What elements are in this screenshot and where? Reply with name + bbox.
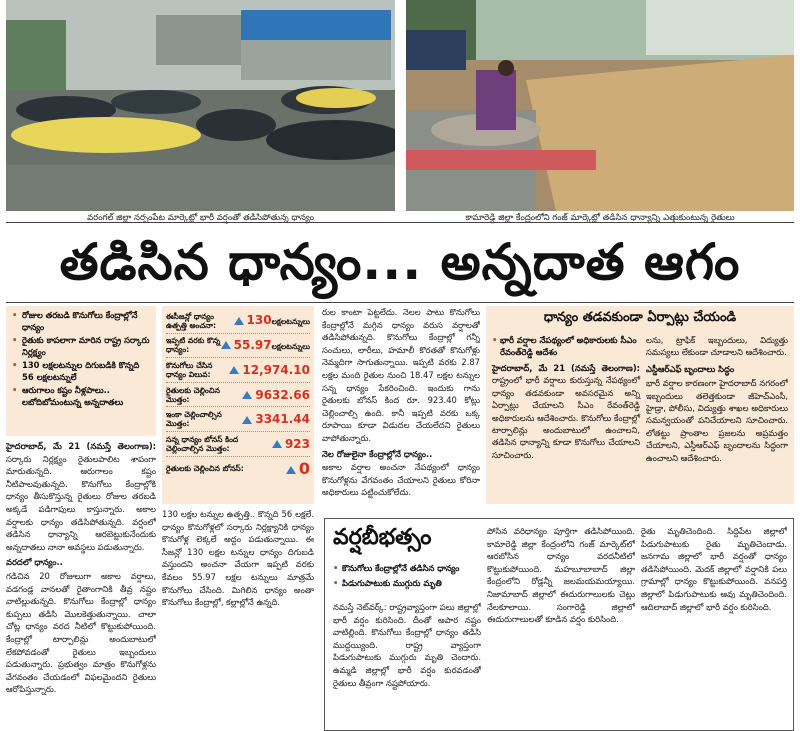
- dateline: హైదరాబాద్, మే 21 (నమస్తే తెలంగాణ):: [6, 441, 156, 451]
- paragraph: అకాల వర్షాల అంచనా నేపథ్యంలో ధాన్యం కొనుగోళ్లను వేగవంతం చేయాలని రైతులు కోరినా అధికారులు పట్టించుకోలేదు.: [322, 462, 480, 498]
- stat-unit: లక్షలటన్నులు: [271, 341, 310, 351]
- photo-wet-grain-market-image: [6, 0, 395, 211]
- stat-value-wrap: [242, 412, 310, 426]
- stat-value-wrap: [234, 313, 310, 328]
- cm-directive-box: [486, 306, 794, 504]
- story-bullet: • కొనుగోలు కేంద్రాల్లోనే తడిసిన ధాన్యం: [333, 563, 483, 575]
- stat-unit: లక్షలటన్నులు: [271, 317, 310, 327]
- rain-havoc-story: [324, 518, 794, 731]
- box-title: ధాన్యం తడవకుండా ఏర్పాట్లు చేయండి: [543, 310, 737, 325]
- highlight-item: • రైతుకు కాపలాగా మారిన రాష్ట్ర సర్కారు నిర్లక్ష్యం: [12, 335, 152, 358]
- stat-label: రైతులకు చెల్లించిన మొత్తం:: [166, 385, 220, 404]
- highlight-item: • ఆరుగాలం కష్టం నీళ్లపాలు.. లబోదిబోమంటున్న అన్నదాతలు: [12, 385, 152, 408]
- article-column-1: [6, 440, 156, 731]
- stat-value: 0: [298, 459, 310, 479]
- story-bullets: [333, 563, 483, 592]
- triangle-icon: [242, 391, 252, 399]
- story-column-c: రైతు మృతిచెందింది. సిద్దిపేట జిల్లాలో పిడుగుపాటుకు రైతు మృతిచెందాడు. జనగామ జిల్లాలో భారీ వర్షంతో ధాన్యం తడిసిపోయింది. మెదక్ జిల్లాలో వర్షానికి పలు గ్రామాల్లో ధాన్యం కొట్టుకుపోయింది. వనపర్తి జిల్లాలో పిడుగుపాటుకు ఆవు మృతిచెందింది. ఆదిలాబాద్ జిల్లాలో భారీ వర్షం కురిసింది.: [641, 526, 787, 612]
- story-column-b: పోసిన వరిధాన్యం పూర్తిగా తడిసిపోయింది. కామారెడ్డి జిల్లా కేంద్రంలోని గంజ్ మార్కెట్‌లో ఆరబోసిన ధాన్యం వరదనీటిలో కొట్టుకుపోయింది. మహబూబాబాద్ జిల్లా కేంద్రంలోని రోడ్లన్నీ జలమయమయ్యాయి. నిజామాబాద్ జిల్లాలో ఈదురుగాలులకు చెట్లు నేలకూలాయి. సంగారెడ్డి జిల్లాలో ఈదురుగాలులతో కూడిన వర్షం కురిసింది.: [487, 526, 635, 625]
- main-headline: తడిసిన ధాన్యం... అన్నదాత ఆగం: [59, 233, 741, 291]
- article-column-3: [322, 306, 480, 516]
- stat-label: కొనుగోలు చేసిన ధాన్యం విలువ:: [166, 360, 213, 379]
- stat-row: [166, 334, 310, 359]
- photo-caption-right: కామారెడ్డి జిల్లా కేంద్రంలోని గంజ్ మార్కెట్లో తడిసిన ధాన్యాన్ని ఎత్తుకుంటున్న రైతులు: [465, 213, 735, 223]
- story-column-a: నమస్తే నెట్‌వర్క్: రాష్ట్రవ్యాప్తంగా పలు జిల్లాల్లో భారీ వర్షం కురిసింది. దీంతో అపార నష్టం వాటిల్లింది. కొనుగోలు కేంద్రాల్లో ధాన్యం తడిసి ముద్దయ్యింది. రాష్ట్ర వ్యాప్తంగా పిడుగుపాటుకు ముగ్గురు మృతి చెందారు. ఉమ్మడి జిల్లాల్లో భారీ వర్షం కురవడంతో రైతులు తీవ్రంగా నష్టపోయారు.: [333, 602, 481, 688]
- stat-value-wrap: [272, 437, 310, 451]
- stat-row: [166, 407, 310, 432]
- triangle-icon: [229, 366, 239, 374]
- photo-caption-left: వరంగల్ జిల్లా నర్సంపేట మార్కెట్లో భారీ వర్షంతో తడిసిపోతున్న ధాన్యం: [87, 213, 314, 223]
- photo-wet-grain-market: [6, 0, 395, 211]
- stat-value-wrap: [229, 363, 310, 377]
- highlight-item: • రోజుల తరబడి కొనుగోలు కేంద్రాల్లోనే ధాన్యం: [12, 310, 152, 333]
- stat-value: 3341.44: [255, 412, 310, 427]
- photo-farmers-collecting-grain: [406, 0, 794, 211]
- box-left-text: [492, 362, 640, 461]
- paragraph: రాష్ట్రంలో భారీ వర్షాలు కురుస్తున్న నేపథ్యంలో ధాన్యం తడవకుండా అవసరమైన అన్ని ఏర్పాట్లు చేయాలని సీఎం రేవంత్‌రెడ్డి అధికారులను ఆదేశించారు. కొనుగోలు కేంద్రాల్లో టార్పాలిన్లు అందుబాటులో ఉంచాలని, తడిసిన ధాన్యాన్ని కూడా కొనుగోలు చేయాలని సూచించారు.: [492, 375, 640, 460]
- subheading: వరదలో ధాన్యం..: [6, 557, 63, 568]
- stat-value-wrap: [286, 459, 310, 478]
- triangle-icon: [221, 341, 231, 349]
- subheading: నెల రోజులైనా కేంద్రాల్లోనే ధాన్యం..: [322, 448, 433, 459]
- stat-value: 130: [246, 313, 272, 328]
- stat-row: [166, 457, 310, 482]
- paragraph: సర్కారు నిర్లక్ష్యం రైతులపాలిట శాపంగా మారుతున్నది. ఆరుగాలం కష్టం నీటిపాలవుతున్నది. కొనుగోలు కేంద్రాల్లోకి ధాన్యం తీసుకొస్తున్న రైతులు రోజుల తరబడి అక్కడే పడిగాపులు కాస్తున్నారు. అకాల వర్షాలకు ధాన్యం తడిసిపోతున్నది. వర్షంలో తడిసిన ధాన్యాన్ని ఆరబెట్టుకునేందుకు అన్నదాతలు నానా అవస్థలు పడుతున్నారు.: [6, 453, 156, 552]
- highlight-item: • 130 లక్షలటన్నుల దిగుబడికి కొన్నది 56 లక్షలటన్నులే: [12, 360, 152, 383]
- stat-row: [166, 383, 310, 408]
- stat-value: 55.97: [233, 337, 272, 352]
- paragraph: రుల కాంటా పెట్టలేదు. నెలల పాటు కొనుగోలు కేంద్రాల్లోనే మగ్గిన ధాన్యం వరుస వర్షాలతో తడిసిపోతున్నది. కొనుగోలు కేంద్రాల్లో గన్నీ సంచులు, లారీలు, హమాలీ కొరతతో కొనుగోళ్లు నెమ్మదిగా సాగుతున్నాయి. ఇప్పటి వరకు 2.87 లక్షల మంది రైతుల నుంచి 18.47 లక్షల టన్నుల సన్న ధాన్యం సేకరించింది. ఇందుకు గాను రైతులకు బోనస్ కింద రూ. 923.40 కోట్లు చెల్లించాల్సి ఉంది. కానీ ఇప్పటి వరకు ఒక్క రూపాయి కూడా విడుదల చేయలేదని రైతులు వాపోతున్నారు.: [322, 307, 480, 443]
- paragraph: 130 లక్షల టన్నుల ఉత్పత్తి.. కొన్నది 56 లక్షలే. ధాన్యం కొనుగోళ్లలో సర్కారు నిర్లక్ష్యానికి ధాన్యం కొనుగోళ్ల లెక్కలే అద్దం పడుతున్నాయి. ఈ సీజన్లో 130 లక్షల టన్నుల ధాన్యం దిగుబడి వస్తుందని అంచనా వేయగా ఇప్పటి వరకు కేవలం 55.97 లక్షల టన్నులు మాత్రమే కొనుగోలు చేసింది. మిగిలిన ధాన్యం అంతా కొనుగోలు కేంద్రాల్లో, కల్లాల్లోనే ఉన్నది.: [162, 509, 314, 608]
- stats-table: [162, 306, 314, 504]
- triangle-icon: [272, 440, 282, 448]
- top-rule: [6, 222, 794, 223]
- stat-row: [166, 432, 310, 457]
- stat-row: [166, 358, 310, 383]
- stat-label: ఈసీజన్లో ధాన్యం ఉత్పత్తి అంచనా:: [166, 311, 217, 330]
- stat-label: రైతులకు చెల్లించిన బోనస్:: [166, 464, 244, 474]
- stat-value: 9632.66: [255, 387, 310, 402]
- article-column-2: [162, 508, 314, 731]
- stat-label: ఇంకా చెల్లించాల్సిన మొత్తం:: [166, 410, 222, 429]
- subheading: ఎస్డీఆర్ఎఫ్ బృందాలు సిద్ధం: [646, 363, 735, 374]
- highlights-box: [6, 306, 156, 436]
- dateline: హైదరాబాద్, మే 21 (నమస్తే తెలంగాణ):: [492, 363, 640, 373]
- paragraph: భారీ వర్షాల కారణంగా హైదరాబాద్ నగరంలో ఇబ్బందులు తలెత్తకుండా జీహెచ్ఎంసీ, హైడ్రా, పోలీసు, విద్యుత్తు శాఖల అధికారులు సమన్వయంతో పనిచేయాలని సూచించారు. లోతట్టు ప్రాంతాల ప్రజలను అప్రమత్తం చేయాలని, ఎస్డీఆర్ఎఫ్ బృందాలను సిద్ధంగా ఉంచాలని ఆదేశించారు.: [646, 378, 788, 463]
- stat-value: 923: [284, 436, 310, 451]
- photo-farmers-collecting-grain-image: [406, 0, 794, 211]
- triangle-icon: [242, 416, 252, 424]
- stat-label: ఇప్పటి వరకు కొన్న ధాన్యం:: [166, 336, 221, 355]
- story-title: వర్షబీభత్సం: [333, 525, 432, 550]
- headline-rule: [6, 302, 794, 303]
- stat-row: [166, 309, 310, 334]
- box-bullet: • భారీ వర్షాల నేపథ్యంలో అధికారులకు సీఎం రేవంత్‌రెడ్డి ఆదేశం: [492, 334, 638, 358]
- paragraph: లను, ట్రాఫిక్ ఇబ్బందులు, విద్యుత్తు సమస్యలు లేకుండా చూడాలని ఆదేశించారు.: [646, 335, 788, 358]
- stat-value-wrap: [242, 388, 310, 402]
- paragraph: గడిచిన 20 రోజులుగా అకాల వర్షాలు, వడగండ్ల వానలతో రైతాంగానికి తీవ్ర నష్టం వాటిల్లుతున్నది. కొనుగోలు కేంద్రాల్లో ధాన్యం కుప్పలు తడిసి మొలకెత్తుతున్నాయి. చాలా చోట్ల ధాన్యం వరద నీటిలో కొట్టుకుపోయింది. కేంద్రాల్లో టార్పాలిన్లు అందుబాటులో లేకపోవడంతో రైతులు ఇబ్బందులు పడుతున్నారు. ప్రభుత్వం మాత్రం కొనుగోళ్లను వేగవంతం చేయడంలో విఫలమైందని రైతులు ఆరోపిస్తున్నారు.: [6, 570, 156, 695]
- box-right-text: [646, 334, 788, 487]
- triangle-icon: [286, 466, 296, 474]
- stat-value-wrap: [221, 338, 310, 353]
- story-bullet: • పిడుగుపాటుకు ముగ్గురు మృతి: [333, 578, 483, 590]
- triangle-icon: [234, 317, 244, 325]
- stat-value: 12,974.10: [242, 362, 310, 377]
- stat-label: సన్న ధాన్యం బోనస్ కింద చెల్లించాల్సిన మొత్తం:: [166, 434, 239, 453]
